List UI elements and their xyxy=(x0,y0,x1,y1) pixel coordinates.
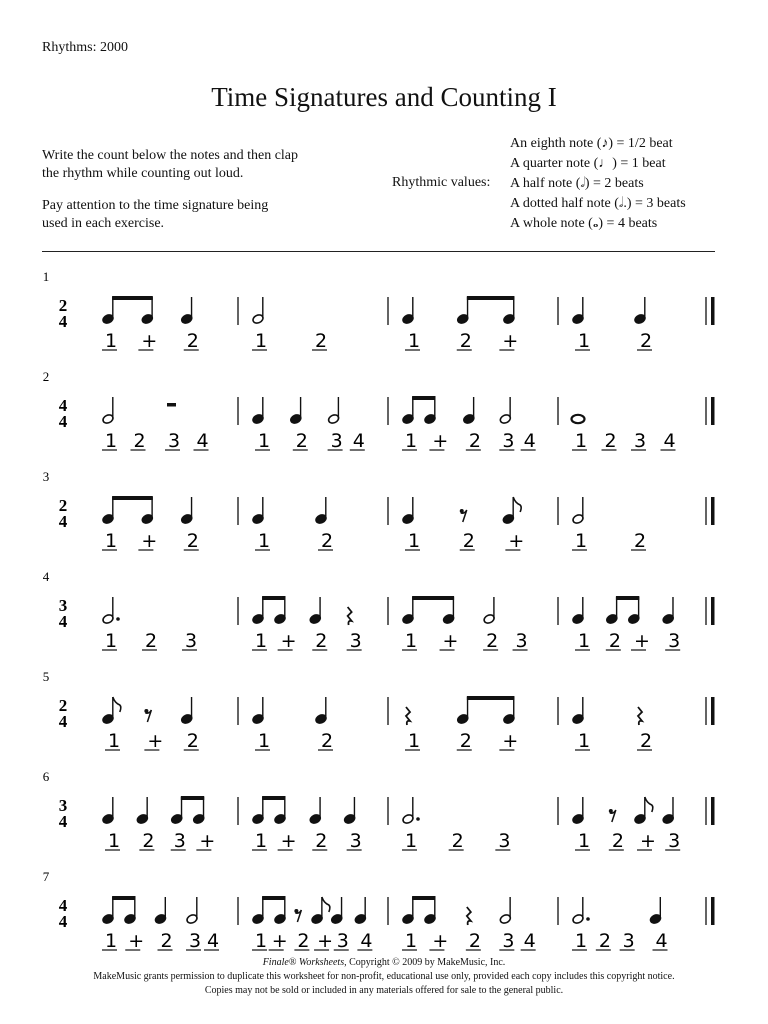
count-label: 4 xyxy=(523,930,536,952)
count-label: 3 xyxy=(173,830,186,852)
count-label: 1 xyxy=(105,430,118,452)
count-label: 3 xyxy=(668,830,681,852)
quarter-note xyxy=(330,897,343,925)
count-label: + xyxy=(442,630,459,652)
page-title: Time Signatures and Counting I xyxy=(211,82,557,112)
count-label: 2 xyxy=(598,930,611,952)
beamed-eighth-notes xyxy=(456,296,515,325)
half-note xyxy=(102,397,115,425)
note-beam xyxy=(112,896,135,900)
count-label: 1 xyxy=(105,930,118,952)
beamed-eighth-notes xyxy=(402,896,437,925)
count-label: 4 xyxy=(663,430,676,452)
beamed-eighth-notes xyxy=(456,696,515,725)
count-label: 1 xyxy=(575,530,588,552)
beamed-eighth-notes xyxy=(252,896,287,925)
final-barline-thick xyxy=(711,397,715,425)
time-signature-top: 4 xyxy=(58,896,68,915)
eighth-rest xyxy=(144,709,151,722)
count-label: 2 xyxy=(640,730,653,752)
count-label: + xyxy=(432,430,449,452)
final-barline-thick xyxy=(711,797,715,825)
whole-note-icon: 𝅝 xyxy=(592,216,599,231)
quarter-note xyxy=(309,797,322,825)
eighth-rest xyxy=(609,809,616,822)
worksheet-label: Rhythms: 2000 xyxy=(42,40,128,55)
quarter-note xyxy=(180,297,193,325)
time-signature-bottom: 4 xyxy=(58,612,68,631)
count-label: + xyxy=(317,930,333,952)
exercise-number: 3 xyxy=(42,469,50,484)
count-label: + xyxy=(634,630,650,652)
count-label: 2 xyxy=(315,330,328,352)
time-signature-top: 2 xyxy=(58,296,68,315)
note-beam xyxy=(262,796,285,800)
count-label: 3 xyxy=(185,630,198,652)
rv-text: ) = 1 beat xyxy=(612,156,666,171)
exercise-number: 6 xyxy=(42,769,50,784)
rv-text: An eighth note ( xyxy=(510,136,602,151)
count-label: 1 xyxy=(578,630,591,652)
quarter-note xyxy=(463,397,476,425)
count-label: 1 xyxy=(255,930,268,952)
instruction-line: the rhythm while counting out loud. xyxy=(42,166,244,181)
quarter-note xyxy=(180,497,193,525)
rest-stroke xyxy=(467,907,471,925)
quarter-note xyxy=(402,297,415,325)
footer-copyright xyxy=(0,956,768,970)
quarter-note xyxy=(252,397,265,425)
rv-text: ) = 3 beats xyxy=(626,196,686,211)
count-label: 3 xyxy=(622,930,635,952)
eighth-note-icon: ♪ xyxy=(601,136,609,151)
quarter-note xyxy=(289,397,302,425)
count-label: 1 xyxy=(255,330,268,352)
beamed-eighth-notes xyxy=(605,596,640,625)
eighth-note xyxy=(311,897,330,925)
rv-text: A quarter note ( xyxy=(510,156,599,171)
quarter-rest xyxy=(406,707,410,725)
note-beam xyxy=(467,296,515,300)
count-label: 1 xyxy=(108,730,121,752)
count-label: 1 xyxy=(405,930,418,952)
dotted-half-note xyxy=(102,597,120,625)
count-label: 2 xyxy=(186,530,199,552)
footer xyxy=(0,956,768,998)
rest-stroke xyxy=(638,707,642,725)
whole-note xyxy=(572,415,585,423)
count-label: 4 xyxy=(655,930,668,952)
count-label: 3 xyxy=(502,930,515,952)
count-label: 3 xyxy=(515,630,528,652)
count-label: 2 xyxy=(604,430,617,452)
count-label: 2 xyxy=(297,930,310,952)
count-label: + xyxy=(508,530,525,552)
count-label: 3 xyxy=(634,430,647,452)
count-label: 3 xyxy=(498,830,511,852)
note-flag xyxy=(645,797,653,812)
count-label: 1 xyxy=(105,630,118,652)
quarter-note xyxy=(634,297,647,325)
count-label: 4 xyxy=(352,430,365,452)
count-label: 1 xyxy=(105,530,118,552)
final-barline-thick xyxy=(711,297,715,325)
count-label: 3 xyxy=(349,630,362,652)
instruction-line: Write the count below the notes and then clap xyxy=(42,148,299,163)
exercise-row xyxy=(43,569,715,652)
count-label: 2 xyxy=(640,330,653,352)
eighth-note xyxy=(634,797,653,825)
rest-stroke xyxy=(406,707,410,725)
count-label: 3 xyxy=(330,430,343,452)
instruction-line: used in each exercise. xyxy=(42,216,165,231)
quarter-note-icon: ♩ xyxy=(598,156,613,171)
count-label: 2 xyxy=(186,330,199,352)
beamed-eighth-notes xyxy=(402,396,437,425)
count-label: + xyxy=(280,630,297,652)
dotted-half-note xyxy=(572,897,590,925)
beamed-eighth-notes xyxy=(102,896,137,925)
count-label: 1 xyxy=(105,330,118,352)
time-signature-bottom: 4 xyxy=(58,712,68,731)
quarter-note xyxy=(343,797,356,825)
quarter-note xyxy=(662,597,675,625)
rest-stroke xyxy=(348,607,352,625)
rv-text: A dotted half note ( xyxy=(510,196,619,211)
count-label: 1 xyxy=(408,530,421,552)
half-note xyxy=(186,897,199,925)
count-label: + xyxy=(502,330,519,352)
count-label: 2 xyxy=(611,830,624,852)
quarter-note xyxy=(252,497,265,525)
quarter-note xyxy=(180,697,193,725)
rv-text: A whole note ( xyxy=(510,216,593,231)
augmentation-dot xyxy=(116,617,120,621)
count-label: 2 xyxy=(634,530,647,552)
note-flag xyxy=(113,697,121,712)
exercise-row xyxy=(43,869,715,952)
beamed-eighth-notes xyxy=(252,796,287,825)
count-label: 2 xyxy=(295,430,308,452)
instruction-line: Pay attention to the time signature being xyxy=(42,198,269,213)
beamed-eighth-notes xyxy=(252,596,287,625)
quarter-rest xyxy=(467,907,471,925)
exercise-row xyxy=(43,269,715,352)
quarter-note xyxy=(102,797,115,825)
count-label: 1 xyxy=(255,630,268,652)
count-label: 1 xyxy=(258,530,271,552)
count-label: 2 xyxy=(160,930,173,952)
time-signature-top: 2 xyxy=(58,496,68,515)
half-note xyxy=(327,397,340,425)
note-beam xyxy=(412,896,435,900)
count-label: 1 xyxy=(405,430,418,452)
count-label: 2 xyxy=(145,630,158,652)
count-label: 2 xyxy=(142,830,155,852)
footer-copyright-text: Copyright © 2009 by MakeMusic, Inc. xyxy=(346,957,506,968)
quarter-note xyxy=(315,697,328,725)
half-rest-bar xyxy=(167,403,176,407)
count-label: 3 xyxy=(502,430,515,452)
quarter-note xyxy=(154,897,167,925)
quarter-rest xyxy=(638,707,642,725)
half-note xyxy=(499,897,512,925)
quarter-note xyxy=(572,597,585,625)
count-label: 2 xyxy=(451,830,464,852)
note-flag xyxy=(513,497,521,512)
count-label: 1 xyxy=(578,730,591,752)
count-label: 2 xyxy=(468,930,481,952)
count-label: 2 xyxy=(186,730,199,752)
half-note xyxy=(483,597,496,625)
count-label: 4 xyxy=(207,930,220,952)
exercise-row xyxy=(43,769,715,852)
count-label: 3 xyxy=(168,430,181,452)
final-barline-thick xyxy=(711,497,715,525)
exercise-number: 7 xyxy=(42,869,50,884)
count-label: 1 xyxy=(405,830,418,852)
eighth-rest xyxy=(460,509,467,522)
count-label: 2 xyxy=(462,530,475,552)
footer-restriction: Copies may not be sold or included in any materials offered for sale to the general public. xyxy=(204,985,564,996)
count-label: + xyxy=(147,730,164,752)
note-beam xyxy=(467,696,515,700)
count-label: 2 xyxy=(321,730,334,752)
count-label: + xyxy=(280,830,297,852)
count-label: 4 xyxy=(196,430,209,452)
exercise-row xyxy=(43,469,715,552)
quarter-note xyxy=(315,497,328,525)
quarter-note xyxy=(572,297,585,325)
augmentation-dot xyxy=(586,917,590,921)
half-note-icon: 𝅗𝅥 xyxy=(580,176,585,191)
exercise-number: 2 xyxy=(42,369,50,384)
note-flag xyxy=(322,897,330,912)
dotted-half-note-icon: 𝅗𝅥. xyxy=(618,196,627,211)
count-label: 2 xyxy=(459,330,472,352)
count-label: 1 xyxy=(258,730,271,752)
quarter-note xyxy=(572,697,585,725)
quarter-note xyxy=(136,797,149,825)
footer-permission: MakeMusic grants permission to duplicate this worksheet for non-profit, educational use only, provided each copy includes this copyright notice. xyxy=(93,971,675,982)
count-label: 2 xyxy=(321,530,334,552)
exercise-number: 5 xyxy=(42,669,50,684)
note-beam xyxy=(112,496,153,500)
count-label: 1 xyxy=(108,830,121,852)
count-label: 4 xyxy=(360,930,373,952)
time-signature-bottom: 4 xyxy=(58,312,68,331)
time-signature-bottom: 4 xyxy=(58,412,68,431)
beamed-eighth-notes xyxy=(102,496,154,525)
time-signature-bottom: 4 xyxy=(58,812,68,831)
quarter-note xyxy=(309,597,322,625)
half-note xyxy=(572,497,585,525)
count-label: 1 xyxy=(405,630,418,652)
note-beam xyxy=(262,896,285,900)
count-label: 2 xyxy=(315,830,328,852)
count-label: 1 xyxy=(575,930,588,952)
half-rest xyxy=(167,403,176,407)
time-signature-bottom: 4 xyxy=(58,512,68,531)
time-signature-top: 3 xyxy=(58,796,68,815)
count-label: 3 xyxy=(668,630,681,652)
rv-text: ) = 4 beats xyxy=(598,216,658,231)
quarter-note xyxy=(252,697,265,725)
count-label: 3 xyxy=(349,830,362,852)
count-label: 1 xyxy=(408,730,421,752)
count-label: 2 xyxy=(486,630,499,652)
time-signature-top: 4 xyxy=(58,396,68,415)
exercise-row xyxy=(43,669,715,752)
count-label: 2 xyxy=(459,730,472,752)
beamed-eighth-notes xyxy=(102,296,154,325)
note-beam xyxy=(112,296,153,300)
count-label: 2 xyxy=(468,430,481,452)
eighth-note xyxy=(102,697,121,725)
time-signature-top: 3 xyxy=(58,596,68,615)
footer-italic: Finale® Worksheets, xyxy=(262,957,347,968)
exercise-number: 1 xyxy=(42,269,50,284)
count-label: 3 xyxy=(189,930,202,952)
count-label: + xyxy=(432,930,449,952)
count-label: + xyxy=(141,530,158,552)
count-label: 3 xyxy=(336,930,349,952)
final-barline-thick xyxy=(711,897,715,925)
count-label: 1 xyxy=(578,830,591,852)
rhythmic-values-label: Rhythmic values: xyxy=(392,175,491,190)
time-signature-top: 2 xyxy=(58,696,68,715)
exercise-row xyxy=(43,369,715,452)
note-beam xyxy=(412,596,454,600)
count-label: 1 xyxy=(578,330,591,352)
count-label: + xyxy=(199,830,216,852)
eighth-rest xyxy=(294,909,301,922)
quarter-note xyxy=(354,897,367,925)
quarter-note xyxy=(572,797,585,825)
rv-text: A half note ( xyxy=(510,176,581,191)
count-label: 1 xyxy=(258,430,271,452)
notehead xyxy=(572,415,585,423)
count-label: 1 xyxy=(408,330,421,352)
count-label: + xyxy=(271,930,288,952)
beamed-eighth-notes xyxy=(402,596,455,625)
quarter-rest xyxy=(348,607,352,625)
count-label: 2 xyxy=(133,430,146,452)
count-label: 2 xyxy=(315,630,328,652)
rv-text: ) = 1/2 beat xyxy=(608,136,673,151)
rv-text: ) = 2 beats xyxy=(584,176,644,191)
quarter-note xyxy=(402,497,415,525)
note-beam xyxy=(262,596,285,600)
count-label: + xyxy=(502,730,519,752)
count-label: + xyxy=(128,930,145,952)
count-label: + xyxy=(640,830,656,852)
quarter-note xyxy=(649,897,662,925)
eighth-note xyxy=(502,497,521,525)
count-label: 1 xyxy=(575,430,588,452)
count-label: + xyxy=(141,330,158,352)
exercise-number: 4 xyxy=(42,569,50,584)
dotted-half-note xyxy=(402,797,420,825)
note-beam xyxy=(181,796,204,800)
final-barline-thick xyxy=(711,597,715,625)
final-barline-thick xyxy=(711,697,715,725)
quarter-note xyxy=(662,797,675,825)
count-label: 2 xyxy=(608,630,621,652)
half-note xyxy=(252,297,265,325)
augmentation-dot xyxy=(416,817,420,821)
count-label: 4 xyxy=(523,430,536,452)
time-signature-bottom: 4 xyxy=(58,912,68,931)
note-beam xyxy=(616,596,639,600)
beamed-eighth-notes xyxy=(170,796,205,825)
note-beam xyxy=(412,396,435,400)
count-label: 1 xyxy=(255,830,268,852)
half-note xyxy=(499,397,512,425)
